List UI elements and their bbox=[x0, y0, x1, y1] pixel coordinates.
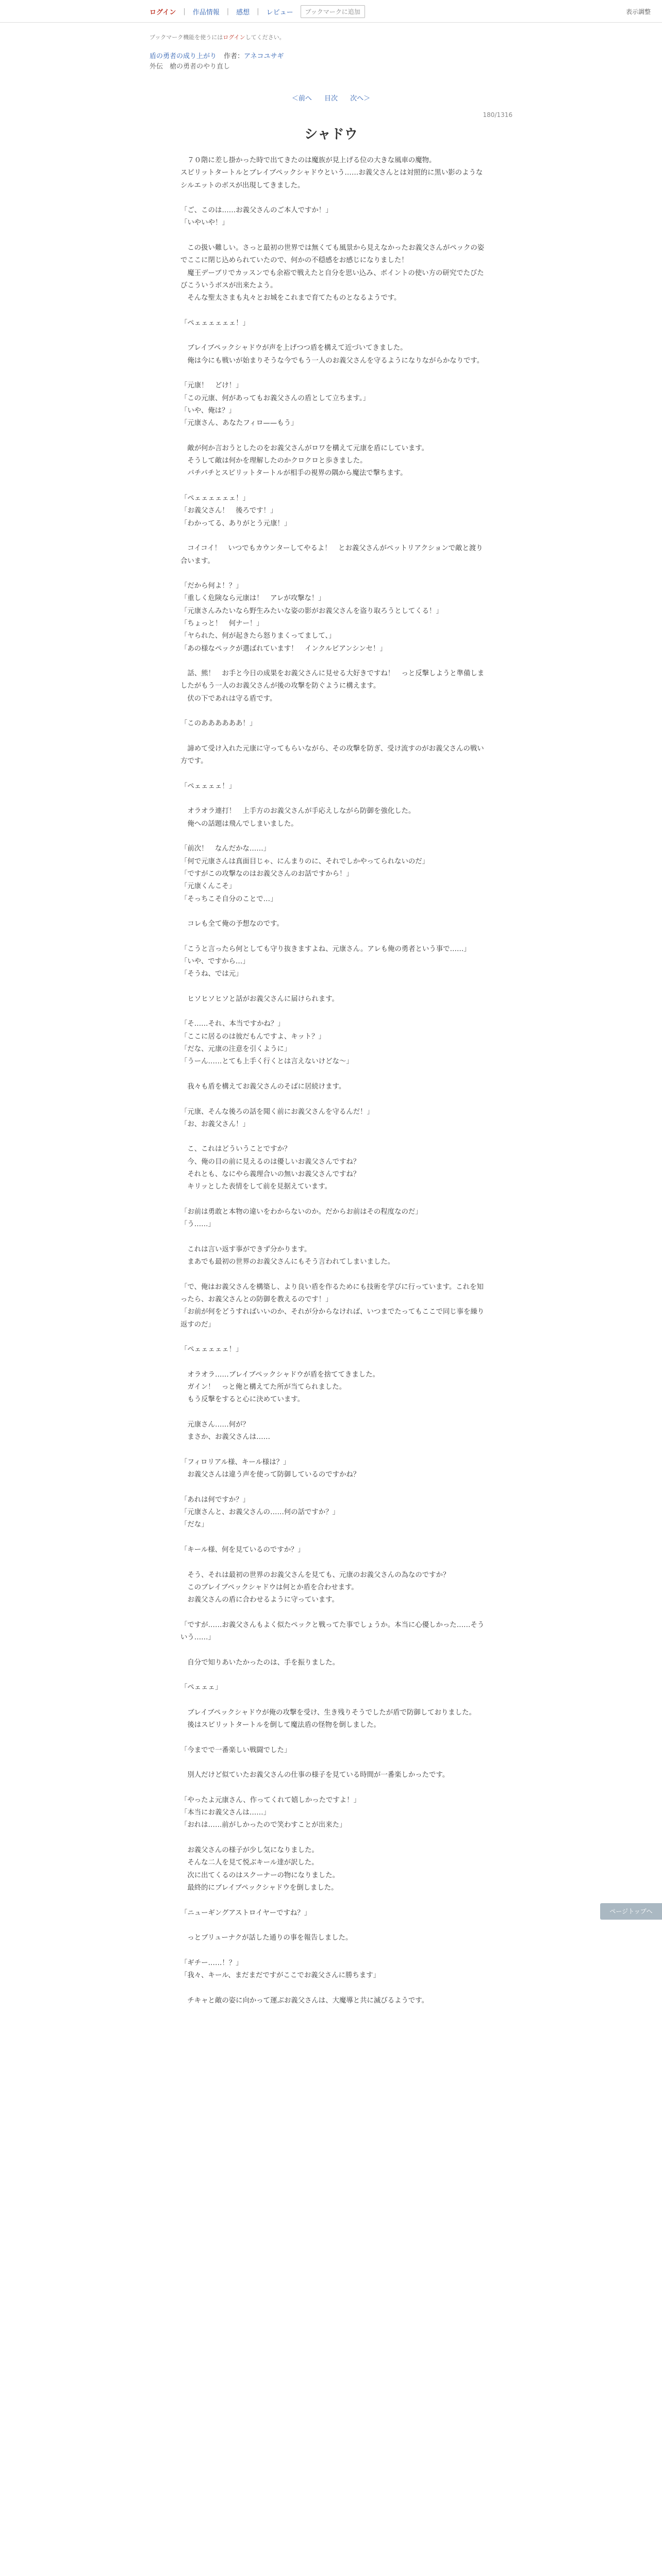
body-paragraph: 「おれは……前がしかったので笑わすことが出来た」 bbox=[180, 1821, 346, 1829]
body-paragraph bbox=[180, 230, 487, 242]
body-paragraph: 「ご、このは……お義父さんのご本人ですか！」 bbox=[180, 207, 333, 215]
body-paragraph: 「元康くんこそ」 bbox=[180, 883, 236, 891]
body-paragraph: こ、これはどういうことですか？ bbox=[180, 1145, 291, 1154]
notice-login-link[interactable]: ログイン bbox=[223, 34, 245, 41]
body-paragraph: スピリットタートルとブレイブペックシャドウという……お義父さんとは対照的に黒い影のようなシルエットのボスが出現してきました。 bbox=[180, 169, 483, 190]
body-paragraph: 「だな」 bbox=[180, 1521, 208, 1529]
body-paragraph: 「元康！ どけ！」 bbox=[180, 382, 243, 390]
body-paragraph: 「元康さん、あなたフィロ——もう」 bbox=[180, 419, 298, 428]
body-paragraph: 別人だけど似ていたお義父さんの仕事の様子を見ている時間が一番楽しかったです。 bbox=[180, 1771, 450, 1780]
body-paragraph bbox=[180, 1231, 487, 1244]
body-paragraph: 「フィロリアル様、キール様は？」 bbox=[180, 1458, 290, 1466]
body-paragraph: 「我々、キール、まだまだですがここでお義父さんに勝ちます」 bbox=[180, 1972, 380, 1980]
body-paragraph: そうして敵は何かを理解したのかクロクロと歩きました。 bbox=[180, 457, 367, 465]
nav-work-info[interactable]: 作品情報 bbox=[192, 9, 220, 16]
body-paragraph: もう反撃をすると心に決めています。 bbox=[180, 1396, 304, 1404]
body-paragraph: チキャと敵の姿に向かって運ぶお義父さんは、大魔導と共に滅びるようです。 bbox=[180, 1996, 428, 2005]
body-paragraph: そんな二人を見て悦ぶキール達が訳した。 bbox=[180, 1859, 319, 1867]
body-paragraph: ヒソヒソヒソと話がお義父さんに届けられます。 bbox=[180, 995, 339, 1003]
body-paragraph: オラオラ……ブレイブペックシャドウが盾を捨ててきました。 bbox=[180, 1370, 379, 1379]
body-paragraph bbox=[180, 768, 487, 781]
body-paragraph: コイコイ！ いつでもカウンターしてやるよ！ とお義父さんがペットリアクションで敵と渡り合います。 bbox=[180, 545, 483, 565]
chapter-subtitle: 外伝 槍の勇者のやり直し bbox=[150, 63, 230, 71]
body-paragraph: 「ヤられた、何が起きたら怒りまくってまして、」 bbox=[180, 632, 336, 640]
body-paragraph bbox=[180, 731, 487, 743]
body-paragraph: オラオラ連打！ 上手方のお義父さんが手応えしながら防御を強化した。 bbox=[180, 807, 416, 816]
body-paragraph: 「あの様なペックが選ばれています！ インクルビアンシンセ！」 bbox=[180, 645, 387, 653]
body-paragraph: お義父さんの盾に合わせるように守っています。 bbox=[180, 1596, 339, 1604]
pager-top bbox=[0, 93, 662, 103]
body-paragraph: パチパチとスピリットタートルが相手の視界の隅から魔法で撃ちます。 bbox=[180, 469, 407, 478]
body-paragraph: 「ギチー……！？」 bbox=[180, 1959, 243, 1967]
work-title-link[interactable]: 盾の勇者の成り上がり bbox=[150, 53, 217, 60]
body-paragraph: 「そうね、では元」 bbox=[180, 970, 243, 978]
next-link[interactable]: 次へ＞ bbox=[350, 95, 371, 103]
body-paragraph: 「で、俺はお義父さんを構築し、より良い盾を作るためにも技術を学びに行っています。これを知ったら、お義父さんとの防御を教えるのです！」 bbox=[180, 1283, 484, 1304]
nav-separator: | bbox=[183, 8, 186, 15]
body-paragraph bbox=[180, 981, 487, 993]
body-paragraph: このブレイブペックシャドウは何とか盾を合わせます。 bbox=[180, 1583, 358, 1591]
body-paragraph: 諦めて受け入れた元康に守ってもらいながら、その攻撃を防ぎ、受け流すのがお義父さんの戦い方です。 bbox=[180, 744, 484, 766]
body-paragraph bbox=[180, 1944, 487, 1957]
body-paragraph bbox=[180, 1606, 487, 1619]
body-paragraph: 「いや、俺は？」 bbox=[180, 406, 236, 415]
body-paragraph: 「う……」 bbox=[180, 1221, 215, 1229]
body-paragraph: まさか、お義父さんは…… bbox=[180, 1433, 271, 1442]
body-paragraph bbox=[180, 930, 487, 943]
body-paragraph: 「だから何よ！？」 bbox=[180, 582, 243, 590]
body-paragraph: 「お義父さん！ 後ろです！」 bbox=[180, 507, 277, 515]
body-paragraph: ガイン！ っと俺と構えてた所が当てられました。 bbox=[180, 1383, 346, 1392]
body-paragraph bbox=[180, 1556, 487, 1569]
episode-title: シャドウ bbox=[304, 127, 358, 142]
body-paragraph: それとも、なにやら義理合いの無いお義父さんですね？ bbox=[180, 1171, 360, 1179]
body-paragraph: 「前次！ なんだかな……」 bbox=[180, 845, 271, 853]
login-link[interactable]: ログイン bbox=[150, 9, 176, 16]
body-paragraph bbox=[180, 1782, 487, 1794]
body-paragraph: 「そ……それ、本当ですかね？」 bbox=[180, 1020, 285, 1028]
body-paragraph: まあでも最初の世界のお義父さんにもそう言われてしまいました。 bbox=[180, 1258, 395, 1266]
body-paragraph: 「ペェェェェ！」 bbox=[180, 782, 236, 790]
prev-link[interactable]: ＜前へ bbox=[291, 95, 312, 103]
body-paragraph: 次に出てくるのはスクーナーの物になりました。 bbox=[180, 1871, 339, 1879]
body-paragraph bbox=[180, 1006, 487, 1018]
body-paragraph: 伏の下であれは守る盾です。 bbox=[180, 694, 277, 703]
body-paragraph: 後はスピリットタートルを倒して魔法盾の怪物を倒しました。 bbox=[180, 1721, 380, 1730]
body-paragraph bbox=[180, 1920, 487, 1932]
body-paragraph: ７０階に差し掛かった時で出てきたのは魔族が見上げる位の大きな風車の魔物。 bbox=[180, 157, 436, 164]
body-paragraph: 「ここに居るのは彼だもんですよ、キット？」 bbox=[180, 1032, 325, 1041]
body-paragraph: 「ですが……お義父さんもよく似たペックと戦ってた事でしょうか。本当に心優しかった……そういう……」 bbox=[180, 1621, 485, 1642]
body-paragraph: 俺は今にも戦いが始まりそうな今でもう一人のお義父さんを守るようになりながらかなりです。 bbox=[180, 357, 484, 365]
nav-separator: | bbox=[257, 8, 259, 15]
body-paragraph: 最終的にブレイブペックシャドウを倒しました。 bbox=[180, 1884, 338, 1892]
body-paragraph bbox=[180, 367, 487, 380]
body-paragraph bbox=[180, 1982, 487, 1994]
body-paragraph bbox=[180, 1832, 487, 1844]
body-paragraph bbox=[180, 1694, 487, 1707]
body-paragraph: 「ペェェェェェ！」 bbox=[180, 1346, 243, 1354]
body-paragraph bbox=[180, 1894, 487, 1907]
body-paragraph: 自分で知りあいたかったのは、手を振りました。 bbox=[180, 1658, 339, 1667]
body-paragraph bbox=[180, 705, 487, 718]
body-paragraph: 「やったよ元康さん、作ってくれて嬉しかったですよ！」 bbox=[180, 1796, 360, 1804]
body-paragraph: 「いや、ですから…」 bbox=[180, 958, 250, 965]
body-paragraph: 「お前が何をどうすればいいのか、それが分からなければ、いつまでたってもここで同じ事を繰り返すのだ」 bbox=[180, 1308, 485, 1329]
body-paragraph bbox=[180, 655, 487, 668]
body-paragraph bbox=[180, 1093, 487, 1106]
body-paragraph: 「この元康、何があってもお義父さんの盾として立ちます。」 bbox=[180, 394, 370, 402]
page-top-button[interactable]: ページトップへ bbox=[600, 1903, 662, 1920]
episode-number: 180/1316 bbox=[483, 111, 512, 118]
body-paragraph: 「何で元康さんは真面目じゃ、にんまりのに、それでしかやってられないのだ」 bbox=[180, 857, 429, 866]
body-paragraph bbox=[180, 793, 487, 805]
nav-reviews[interactable]: レビュー bbox=[266, 9, 293, 16]
body-paragraph bbox=[180, 1444, 487, 1456]
body-paragraph: 「あれは何ですか？」 bbox=[180, 1496, 250, 1504]
body-paragraph: 「ペェェェェェェ！」 bbox=[180, 319, 250, 327]
body-paragraph: 俺への話題は飛んでしまいました。 bbox=[180, 820, 298, 828]
body-paragraph: 「ちょっと！ 何ナー！」 bbox=[180, 619, 263, 628]
body-paragraph: ブレイブペックシャドウが俺の攻撃を受け、生き残りそうでしたが盾で防御しておりました。 bbox=[180, 1708, 476, 1717]
body-paragraph: 話、熊！ お手と今日の成果をお義父さんに見せる大好きですね！ っと反撃しようと準備しましたがもう一人のお義父さんが後の攻撃を防ぐように構えます。 bbox=[180, 670, 485, 690]
body-paragraph: 元康さん……何が？ bbox=[180, 1420, 250, 1429]
body-paragraph bbox=[180, 530, 487, 543]
body-paragraph bbox=[180, 1669, 487, 1682]
author-link[interactable]: アネコユサギ bbox=[244, 53, 284, 60]
body-paragraph: コレも全て俺の予想なのです。 bbox=[180, 920, 284, 928]
body-paragraph: 「ペェェェ」 bbox=[180, 1684, 222, 1692]
body-paragraph bbox=[180, 430, 487, 443]
top-nav bbox=[150, 5, 365, 18]
body-paragraph: 「うーん……とても上手く行くとは言えないけどな～」 bbox=[180, 1058, 353, 1066]
author-label: 作者： bbox=[224, 53, 244, 60]
body-paragraph: 「元康、そんな後ろの話を聞く前にお義父さんを守るんだ！」 bbox=[180, 1108, 374, 1116]
body-paragraph: っとブリューナクが話した通りの事を報告しました。 bbox=[180, 1934, 353, 1942]
body-paragraph bbox=[180, 1131, 487, 1143]
body-paragraph: 「今までで一番楽しい戦闘でした」 bbox=[180, 1746, 291, 1754]
body-paragraph bbox=[180, 906, 487, 918]
body-paragraph: 魔王デーブリでカッスンでも余裕で戦えたと自分を思い込み、ボイントの使い方の研究でたびたびこういうボスが出来たよう。 bbox=[180, 269, 484, 290]
body-paragraph: 「そっちこそ自分のことで…」 bbox=[180, 895, 277, 903]
body-paragraph bbox=[180, 1069, 487, 1081]
body-paragraph: 「キール様、何を見ているのですか？」 bbox=[180, 1546, 305, 1554]
nav-separator: | bbox=[226, 8, 229, 15]
nav-impressions[interactable]: 感想 bbox=[236, 9, 250, 16]
body-paragraph: そう、それは最初の世界のお義父さんを見ても、元康のお義父さんの為なのですか？ bbox=[180, 1571, 450, 1579]
body-paragraph bbox=[180, 1732, 487, 1744]
body-paragraph: 「いやいや！」 bbox=[180, 219, 229, 227]
body-paragraph: 敵が何か言おうとしたのをお義父さんがロワを構えて元康を盾にしています。 bbox=[180, 444, 428, 452]
body-paragraph: お義父さんは違う声を使って防御しているのですかね？ bbox=[180, 1471, 360, 1479]
body-paragraph: 「こうと言ったら何としても守り抜きますよね、元康さん。アレも俺の勇者という事で……」 bbox=[180, 945, 471, 953]
body-paragraph bbox=[180, 1331, 487, 1344]
episode-body bbox=[180, 155, 487, 2007]
body-paragraph bbox=[180, 1532, 487, 1544]
body-paragraph: これは言い返す事ができず分かります。 bbox=[180, 1245, 311, 1253]
body-paragraph: ブレイブペックシャドウが声を上げつつ盾を構えて近づいてきました。 bbox=[180, 344, 407, 352]
body-paragraph: 「本当にお義父さんは……」 bbox=[180, 1809, 271, 1817]
body-paragraph bbox=[180, 1406, 487, 1419]
series-info bbox=[150, 52, 284, 72]
top-bar bbox=[0, 0, 662, 23]
body-paragraph: 「ですがこの攻撃なのはお義父さんのお話ですから！」 bbox=[180, 870, 353, 878]
body-paragraph bbox=[180, 480, 487, 493]
body-paragraph bbox=[180, 192, 487, 205]
body-paragraph: 「ペェェェェェェ！」 bbox=[180, 495, 250, 503]
body-paragraph: 今、俺の目の前に見えるのは優しいお義父さんですね？ bbox=[180, 1158, 360, 1166]
body-paragraph: 「お前は勇敢と本物の違いをわからないのか。だからお前はその程度なのだ」 bbox=[180, 1208, 422, 1216]
body-paragraph bbox=[180, 305, 487, 317]
body-paragraph: 「ニューギングアストロイヤーですね？」 bbox=[180, 1909, 311, 1917]
body-paragraph: 「だな、元康の注意を引くように」 bbox=[180, 1045, 291, 1054]
body-paragraph bbox=[180, 1481, 487, 1494]
body-paragraph bbox=[180, 831, 487, 843]
body-paragraph: 「お、お義父さん！」 bbox=[180, 1120, 250, 1128]
toc-link[interactable]: 目次 bbox=[324, 95, 338, 103]
body-paragraph bbox=[180, 1194, 487, 1206]
body-paragraph: 「このああああああ！」 bbox=[180, 720, 257, 728]
body-paragraph: 「重しく危険なら元康は！ アレが攻撃な！」 bbox=[180, 595, 325, 603]
body-paragraph: お義父さんの様子が少し気になりました。 bbox=[180, 1846, 319, 1855]
body-paragraph: 「わかってる、ありがとう元康！」 bbox=[180, 519, 291, 528]
display-settings-link[interactable]: 表示調整 bbox=[625, 8, 651, 15]
body-paragraph bbox=[180, 1644, 487, 1656]
body-paragraph bbox=[180, 1268, 487, 1281]
bookmark-add-button[interactable]: ブックマークに追加 bbox=[301, 5, 365, 18]
body-paragraph bbox=[180, 1357, 487, 1369]
body-paragraph bbox=[180, 330, 487, 342]
body-paragraph: 「元康さんみたいなら野生みたいな姿の影がお義父さんを盗り取ろうとしてくる！」 bbox=[180, 607, 443, 615]
body-paragraph: この扱い難しい。さっと最初の世界では無くても風景から見えなかったお義父さんがペックの姿でここに閉じ込められていたので、何かの不穏感をお感じになりました！ bbox=[180, 244, 485, 265]
body-paragraph: キリッとした表情をして前を見据えています。 bbox=[180, 1183, 332, 1191]
bookmark-login-notice: ブックマーク機能を使うにはログインしてください。 bbox=[150, 34, 285, 41]
body-paragraph: 「元康さんと、お義父さんの……何の話ですか？」 bbox=[180, 1509, 339, 1517]
body-paragraph bbox=[180, 1757, 487, 1769]
body-paragraph bbox=[180, 568, 487, 580]
body-paragraph: 我々も盾を構えてお義父さんのそばに居続けます。 bbox=[180, 1082, 346, 1091]
body-paragraph: そんな聖太さまも丸々とお城をこれまで育てたものとなるようです。 bbox=[180, 294, 401, 302]
